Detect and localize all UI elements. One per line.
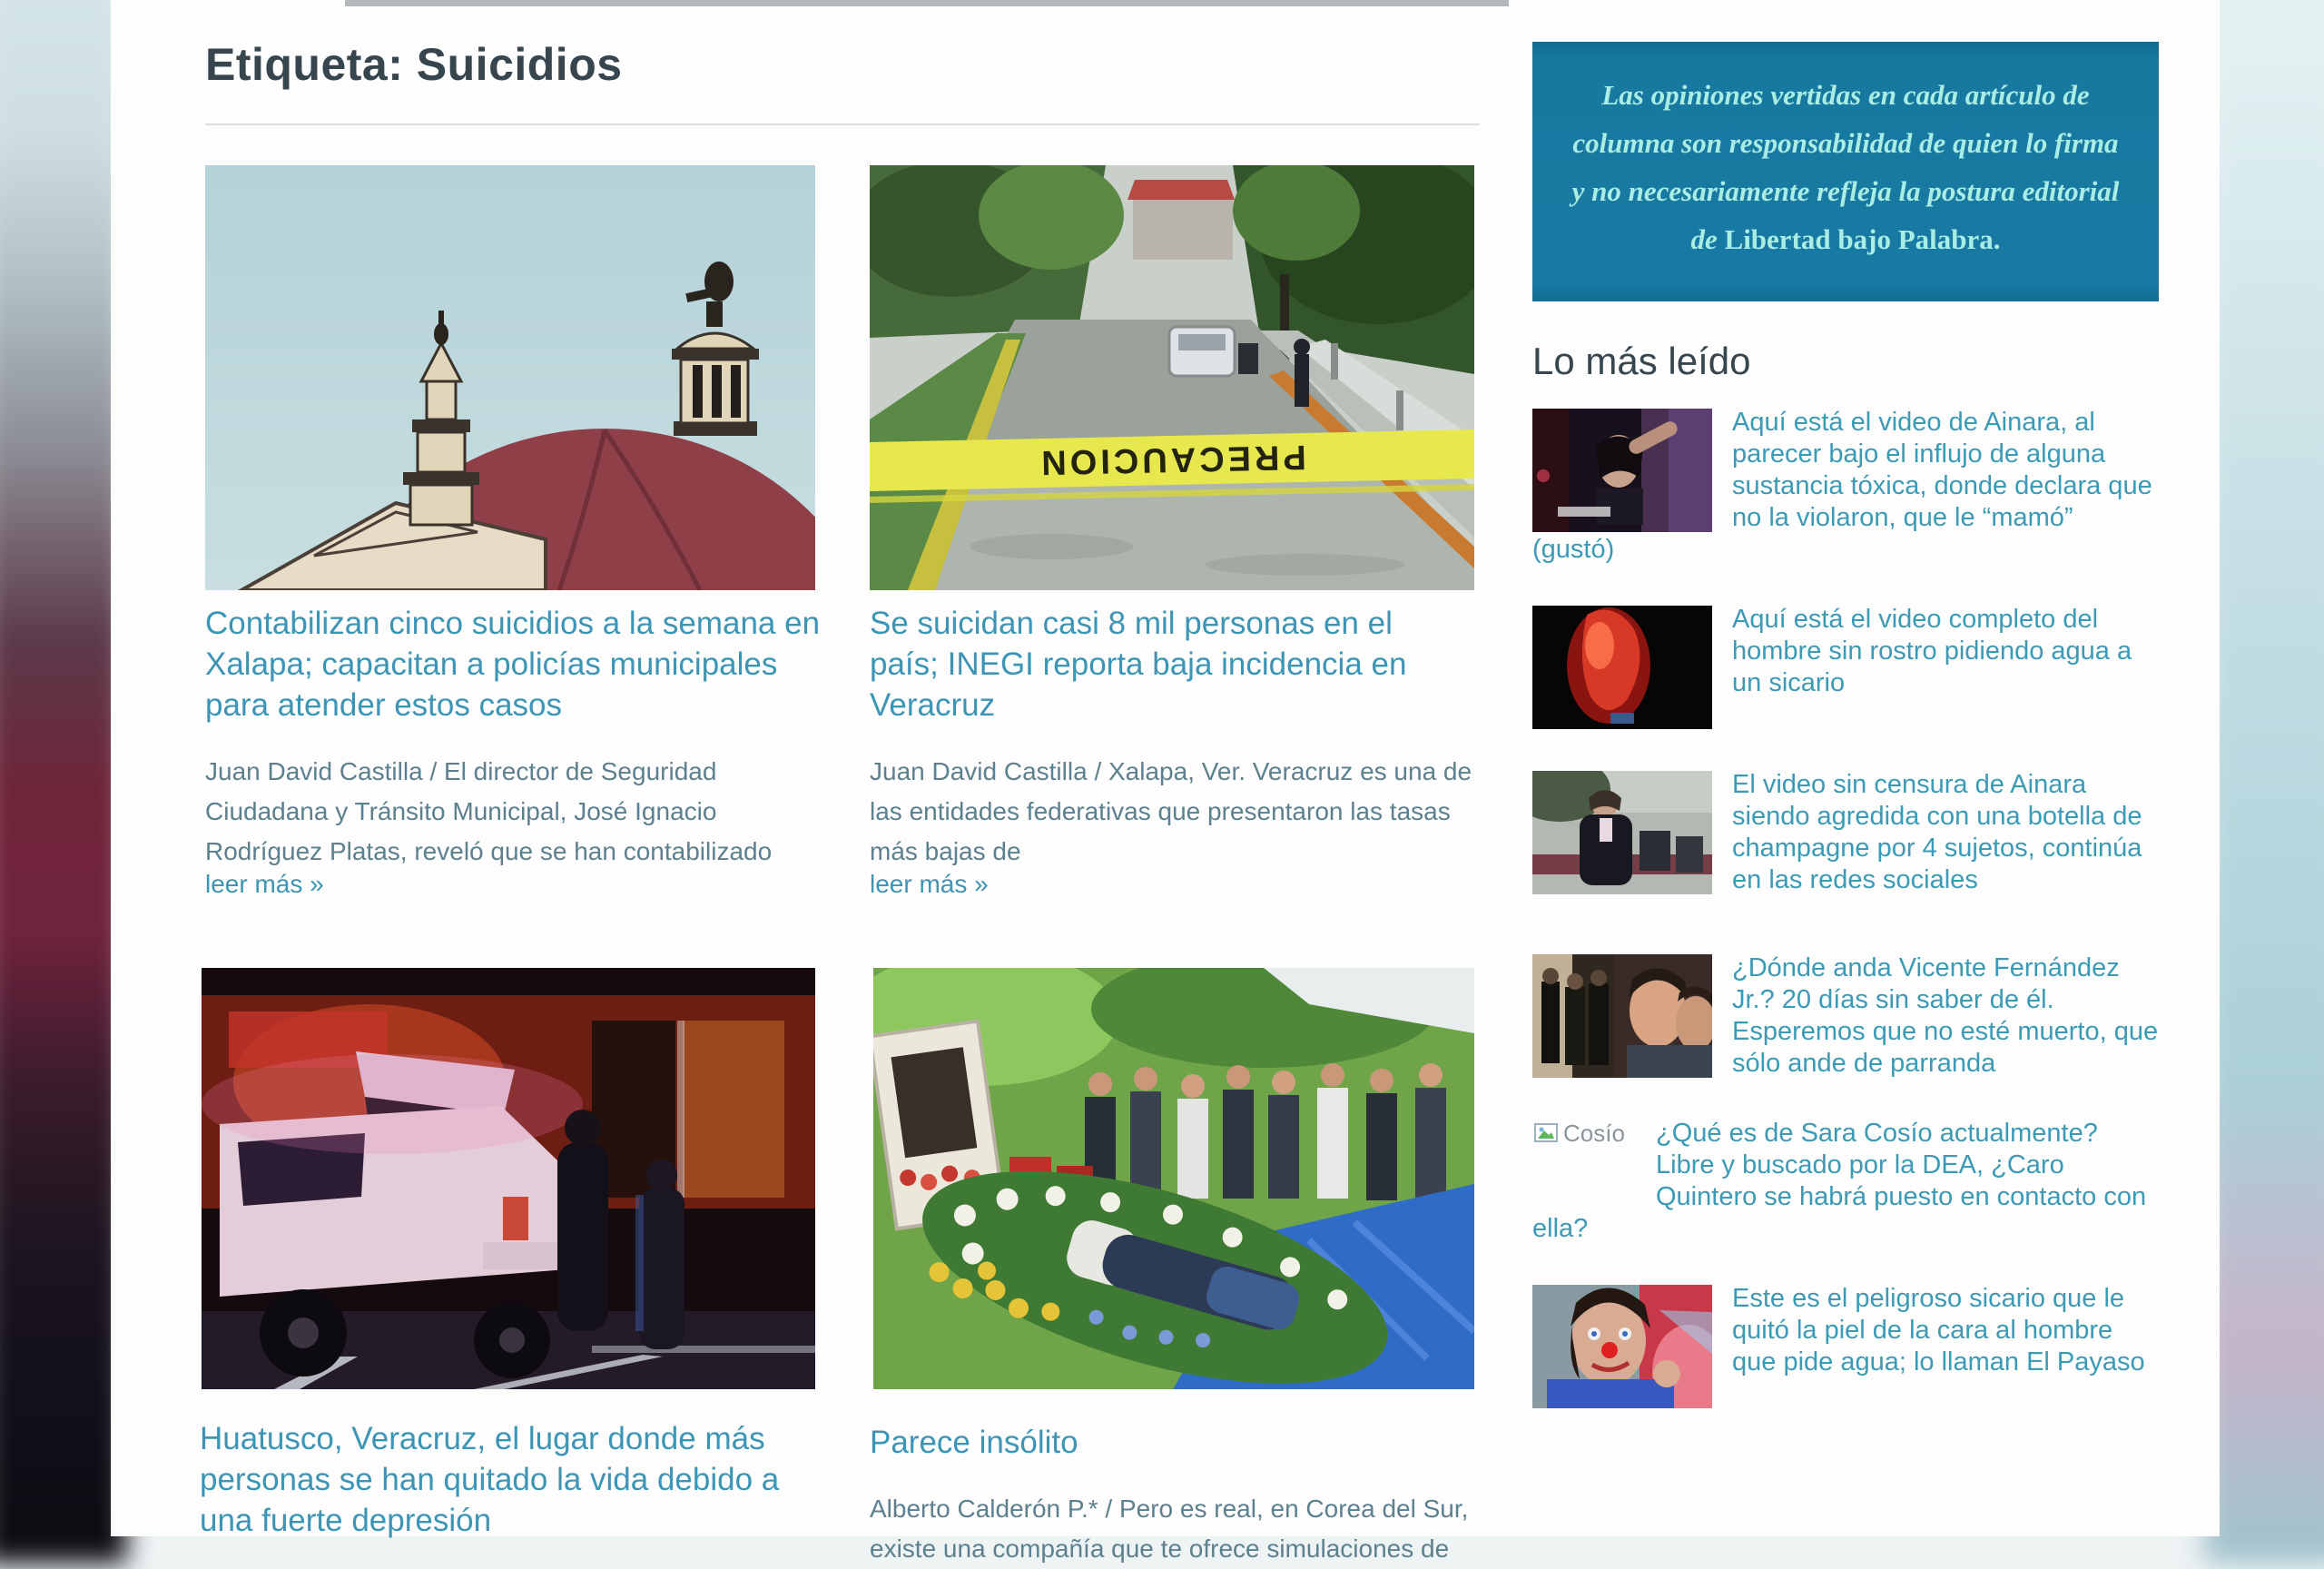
ainara-video-thumbnail <box>1532 409 1712 532</box>
blurred-left-border <box>0 0 127 1564</box>
article-2-excerpt: Juan David Castilla / Xalapa, Ver. Veracruz es una de las entidades federativas que presentaron las tasas más bajas de <box>870 757 1472 865</box>
blurred-right-border <box>2204 0 2324 1564</box>
most-read-heading: Lo más leído <box>1532 340 1751 382</box>
disclaimer-brand-name: Libertad bajo Palabra. <box>1724 223 2001 255</box>
ainara-sin-censura-video-thumbnail <box>1532 771 1712 894</box>
top-nav-remnant-bar <box>345 0 1509 6</box>
article-2-read-more-link[interactable]: leer más » <box>870 870 989 898</box>
most-read-item-text: El video sin censura de Ainara siendo agredida con una botella de champagne por 4 sujetos, continúa en las redes sociales <box>1732 770 2142 894</box>
most-read-item-text: ¿Qué es de Sara Cosío actualmente? Libre y buscado por la DEA, ¿Caro Quintero se habrá puesto en contacto con ella? <box>1532 1119 2147 1243</box>
most-read-item[interactable] <box>1532 769 2161 896</box>
vicente-fernandez-collage-thumbnail <box>1532 954 1712 1078</box>
most-read-item-text: Aquí está el video completo del hombre sin rostro pidiendo agua a un sicario <box>1732 605 2132 697</box>
article-4-excerpt: Alberto Calderón P.* / Pero es real, en Corea del Sur, existe una compañía que te ofrece simulaciones de <box>870 1495 1469 1563</box>
hombre-sin-rostro-video-thumbnail <box>1532 606 1712 729</box>
most-read-item[interactable] <box>1532 952 2161 1080</box>
most-read-item[interactable] <box>1532 1283 2161 1410</box>
broken-image-placeholder <box>1532 1118 1643 1189</box>
article-1-excerpt: Juan David Castilla / El director de Seguridad Ciudadana y Tránsito Municipal, José Ignacio Rodríguez Platas, reveló que se han contabilizado <box>205 757 773 865</box>
article-1-image-church-domes[interactable] <box>205 165 815 590</box>
most-read-item-text: Este es el peligroso sicario que le quitó la piel de la cara al hombre que pide agua; lo llaman El Payaso <box>1732 1284 2145 1377</box>
article-4-image-funeral-flowers[interactable] <box>873 968 1474 1389</box>
title-divider <box>205 123 1480 125</box>
page-title: Etiqueta: Suicidios <box>205 38 623 90</box>
disclaimer-text: Las opiniones vertidas en cada artículo de columna son responsabilidad de quien lo firma y no necesariamente refleja la postura editorial de <box>1571 79 2120 255</box>
editorial-disclaimer-box <box>1532 42 2159 301</box>
article-1-headline[interactable]: Contabilizan cinco suicidios a la semana en Xalapa; capacitan a policías municipales para atender estos casos <box>205 606 821 723</box>
el-payaso-thumbnail <box>1532 1285 1712 1408</box>
most-read-item[interactable] <box>1532 1118 2161 1245</box>
article-3-headline[interactable]: Huatusco, Veracruz, el lugar donde más personas se han quitado la vida debido a una fuerte depresión <box>200 1421 780 1538</box>
most-read-section <box>1532 340 2161 1448</box>
article-2-image-street-caution-tape[interactable] <box>870 165 1474 590</box>
article-1-read-more-link[interactable]: leer más » <box>205 870 324 898</box>
caution-tape-text: PRECAUCION <box>1037 437 1307 482</box>
article-3-image-police-suv-night[interactable] <box>202 968 815 1389</box>
article-2-headline[interactable]: Se suicidan casi 8 mil personas en el país; INEGI reporta baja incidencia en Veracruz <box>870 606 1407 723</box>
broken-image-alt-text: Cosío <box>1563 1120 1625 1147</box>
most-read-item-text: ¿Dónde anda Vicente Fernández Jr.? 20 días sin saber de él. Esperemos que no esté muerto, que sólo ande de parranda <box>1732 953 2159 1078</box>
most-read-item[interactable] <box>1532 604 2161 731</box>
page-sheet <box>111 0 2220 1563</box>
broken-image-icon <box>1532 1120 1560 1147</box>
most-read-item-text: Aquí está el video de Ainara, al parecer bajo el influjo de alguna sustancia tóxica, donde declara que no la violaron, que le “mamó” (gustó) <box>1532 408 2152 564</box>
article-4-headline[interactable]: Parece insólito <box>870 1425 1078 1460</box>
most-read-item[interactable] <box>1532 407 2161 566</box>
